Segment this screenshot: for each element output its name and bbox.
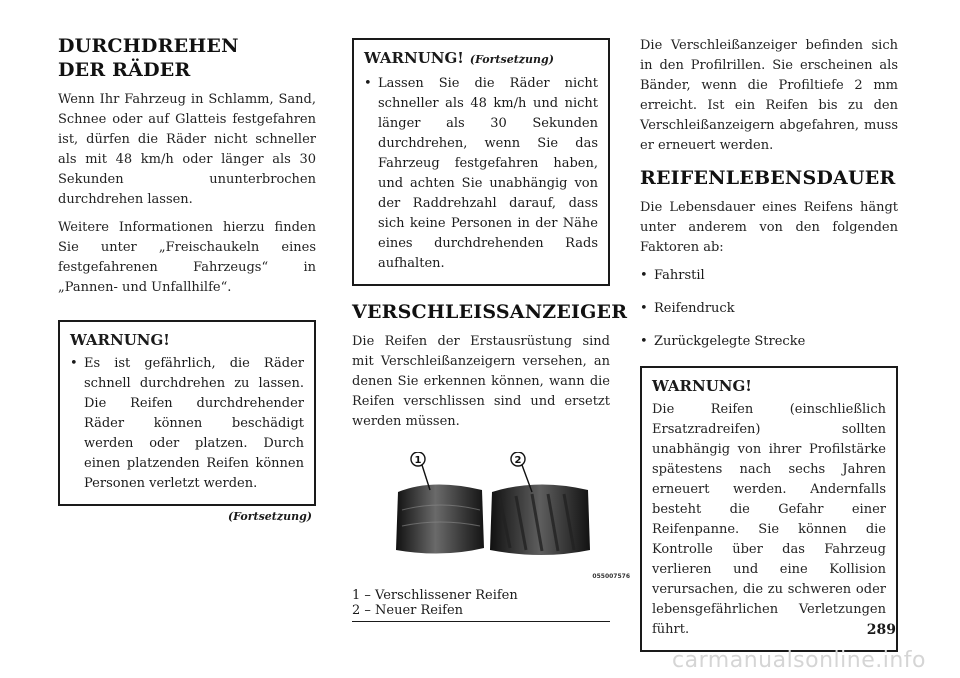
bullet-icon: • xyxy=(640,334,648,349)
tire-wear-illustration xyxy=(392,452,632,582)
warning-list xyxy=(364,74,598,274)
column-3 xyxy=(640,0,898,652)
paragraph: Die Lebensdauer eines Reifens hängt unter anderem von den folgenden Faktoren ab: xyxy=(640,200,898,255)
warning-item-text: Es ist gefährlich, die Räder schnell durchdrehen zu lassen. Die Reifen durchdrehender Räder können beschädigt werden oder platzen. Durch einen platzenden Reifen können Personen verletzt werden. xyxy=(84,356,304,491)
section-heading-durchdrehen: DURCHDREHEN DER RÄDER xyxy=(58,35,239,81)
column-2 xyxy=(352,0,630,622)
paragraph: Weitere Informationen hierzu finden Sie unter „Freischaukeln eines festgefahrenen Fahrzeugs“ in „Pannen- und Unfallhilfe“. xyxy=(58,220,316,295)
tire-illustration-svg xyxy=(392,452,632,582)
bullet-icon: • xyxy=(640,301,648,316)
watermark: carmanualsonline.info xyxy=(672,648,926,673)
section-heading-verschleissanzeiger: VERSCHLEISSANZEIGER xyxy=(352,301,628,323)
callout-1: 1 xyxy=(414,455,422,466)
figure-caption xyxy=(352,588,610,618)
list-item xyxy=(640,299,898,319)
warning-box-continued xyxy=(352,38,610,286)
bullet-icon: • xyxy=(70,356,78,371)
list-item-text: Fahrstil xyxy=(654,268,705,283)
paragraph: Die Verschleißanzeiger befinden sich in den Profilrillen. Sie erscheinen als Bänder, wenn die Profiltiefe 2 mm erreicht. Ist ein Reifen bis zu den Verschleißanzeigern abgefahren, muss er erneuert werden. xyxy=(640,38,898,153)
list-item xyxy=(640,332,898,352)
warning-title xyxy=(364,48,598,70)
bullet-icon: • xyxy=(364,76,372,91)
continuation-label: (Fortsetzung) xyxy=(469,53,554,66)
warning-item xyxy=(364,74,598,274)
list-item-text: Zurückgelegte Strecke xyxy=(654,334,806,349)
warning-box xyxy=(58,320,316,506)
section-heading-reifenlebensdauer: REIFENLEBENSDAUER xyxy=(640,167,896,189)
factor-list xyxy=(640,266,898,352)
caption-line-2: 2 – Neuer Reifen xyxy=(352,603,464,618)
figure-code: 055007576 xyxy=(592,573,630,580)
warning-item-text: Lassen Sie die Räder nicht schneller als 48 km/h und nicht länger als 30 Sekunden durchdrehen, wenn Sie das Fahrzeug festgefahren haben, und achten Sie unabhängig von der Raddrehzahl darauf, dass sich keine Personen in der Nähe eines durchdrehenden Rads aufhalten. xyxy=(378,76,598,271)
warning-text: Die Reifen (einschließlich Ersatzradreifen) sollten unabhängig von ihrer Profilstärke spätestens nach sechs Jahren erneuert werden. Andernfalls besteht die Gefahr einer Reifenpanne. Sie können die Kontrolle über das Fahrzeug verlieren und eine Kollision verursachen, die zu schweren oder lebensgefährlichen Verletzungen führt. xyxy=(652,402,886,637)
page-number: 289 xyxy=(866,622,896,638)
warning-title-text: WARNUNG! xyxy=(364,49,464,67)
list-item xyxy=(640,266,898,286)
paragraph: Wenn Ihr Fahrzeug in Schlamm, Sand, Schnee oder auf Glatteis festgefahren ist, dürfen die Räder nicht schneller als mit 48 km/h oder länger als 30 Sekunden ununterbrochen durchdrehen lassen. xyxy=(58,92,316,207)
worn-tire-shape xyxy=(396,484,484,553)
column-1 xyxy=(58,0,316,523)
warning-list xyxy=(70,354,304,494)
caption-divider xyxy=(352,621,610,622)
warning-box xyxy=(640,366,898,652)
warning-title: WARNUNG! xyxy=(652,377,752,395)
continuation-note: (Fortsetzung) xyxy=(227,510,312,523)
callout-2: 2 xyxy=(514,455,522,466)
warning-item xyxy=(70,354,304,494)
list-item-text: Reifendruck xyxy=(654,301,735,316)
warning-title: WARNUNG! xyxy=(70,331,170,349)
paragraph: Die Reifen der Erstausrüstung sind mit Verschleißanzeigern versehen, an denen Sie erkennen können, wann die Reifen verschlissen sind und ersetzt werden müssen. xyxy=(352,334,610,429)
bullet-icon: • xyxy=(640,268,648,283)
caption-line-1: 1 – Verschlissener Reifen xyxy=(352,588,518,603)
